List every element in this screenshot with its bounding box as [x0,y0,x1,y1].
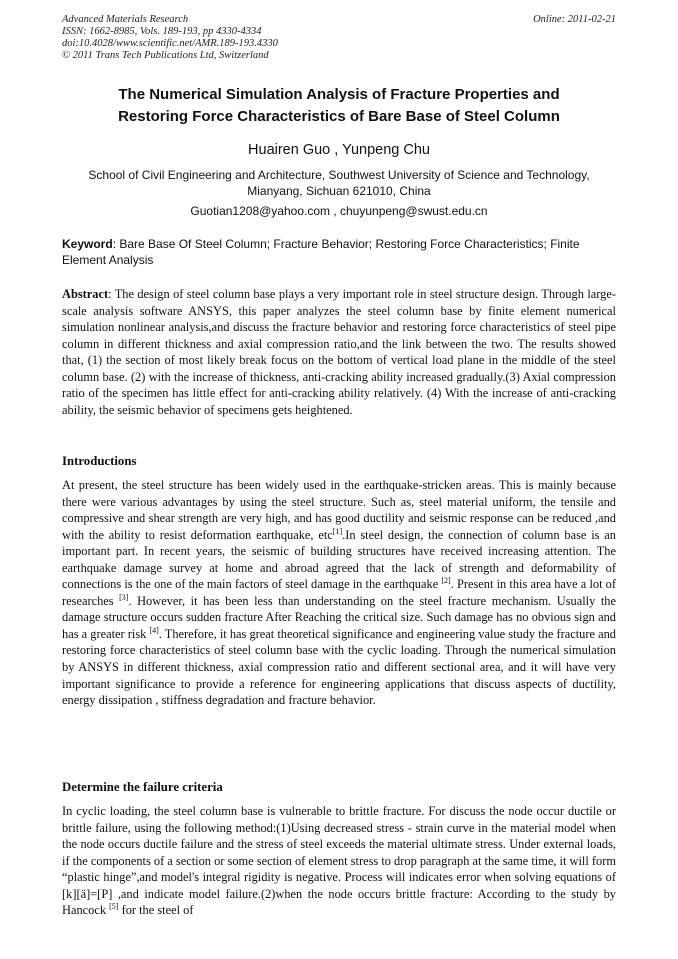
intro-text-4: . However, it has been less than understanding on the steel fracture mechanism. Usually the damage structure occurs sudden fracture After Reaching the critical size. Such damage has no obvious sign and has a greater risk [62,593,616,641]
citation-5[interactable]: [5] [109,902,119,912]
section-heading-failure-criteria: Determine the failure criteria [62,780,223,794]
citation-1[interactable]: [1] [332,526,343,536]
intro-text-1: At present, the steel structure has been widely used in the earthquake-stricken areas. This is mainly because there were various advantages by using the steel structure. Such as, steel material uniform, the tensile and compressive and shear strength are very high, and has good ductility and seismic response can be reduced ,and with the ability to resist deformation earthquake, etc [62,478,616,542]
issn-line: ISSN: 1662-8985, Vols. 189-193, pp 4330-4334 [62,26,262,37]
journal-name: Advanced Materials Research [62,14,189,25]
failure-text-1: In cyclic loading, the steel column base is vulnerable to brittle fracture. For discuss the node occur ductile or brittle failure, using the following method:(1)Using decreased stress - strain curve in the material model when the node occurs ductile failure and the stress of steel exceeds the material ultimate stress. Under external loads, if the components of a section or some section of element stress to drop paragraph at the same time, it will form “plastic hinge”,and model's integral rigidity is negative. Process will indicates error when solving equations of [k][ä]=[P] ,and indicate model failure.(2)when the node occurs brittle fracture: According to the study by Hancock [62,804,616,918]
abstract-text: : The design of steel column base plays a very important role in steel structure design. Through large-scale analysis software ANSYS, this paper analyzes the steel column base by finite element numerical simulation nonlinear analysis,and discuss the fracture behavior and restoring force characteristics of steel pipe column in different thickness and axial compression ratio,and the link between the two. The results showed that, (1) the section of most likely break focus on the bottom of vertical load plane in the middle of the steel column base. (2) with the increase of thickness, anti-cracking ability increased gradually.(3) Axial compression ratio of the specimen has little effect for anti-cracking ability relatively. (4) With the increase of anti-cracking ability, the seismic behavior of specimens gets heightened. [62,287,616,417]
citation-2[interactable]: [2] [441,576,451,586]
authors: Huairen Guo , Yunpeng Chu [248,142,430,158]
section-heading-introductions: Introductions [62,454,137,468]
paper-title [40,84,638,128]
failure-criteria-paragraph [62,803,616,919]
intro-text-3: . Present in this area have a lot of researches [62,577,617,608]
affiliation-line-1: School of Civil Engineering and Architecture, Southwest University of Science and Technology, [88,168,590,182]
intro-text-5: . Therefore, it has great theoretical significance and engineering value study the fracture and restoring force characteristics of steel column base with the cyclic loading. Through the numerical simulation by ANSYS in different thickness, axial compression ratio and different sectional area, and it will have very important significance to provide a reference for engineering applications that discuss aspects of ductility, energy dissipation , stiffness degradation and fracture behavior. [62,626,616,708]
online-date: Online: 2011-02-21 [533,14,616,25]
intro-text-2: .In steel design, the connection of column base is an important part. In recent years, the seismic of building structures have received increasing attention. The earthquake damage survey at home and abroad agreed that the lack of strength and deformability of connections is the one of the main factors of steel damage in the earthquake [62,527,616,592]
doi-line: doi:10.4028/www.scientific.net/AMR.189-193.4330 [62,38,278,49]
failure-text-2: for the steel of [118,903,194,918]
introductions-paragraph [62,477,616,709]
affiliation-line-2: Mianyang, Sichuan 621010, China [247,184,431,198]
author-emails: Guotian1208@yahoo.com , chuyunpeng@swust.edu.cn [190,204,488,218]
title-line-2: Restoring Force Characteristics of Bare Base of Steel Column [118,108,560,125]
citation-4[interactable]: [4] [149,625,159,635]
citation-3[interactable]: [3] [119,592,129,602]
title-line-1: The Numerical Simulation Analysis of Fracture Properties and [118,86,560,103]
abstract-label: Abstract [62,287,109,301]
abstract [62,286,616,418]
journal-header [62,14,278,62]
keywords-text: : Bare Base Of Steel Column; Fracture Behavior; Restoring Force Characteristics; Finite Element Analysis [62,237,580,267]
affiliation [40,167,638,199]
copyright-line: © 2011 Trans Tech Publications Ltd, Switzerland [62,50,269,61]
keywords [62,236,618,268]
keywords-label: Keyword [62,237,113,251]
